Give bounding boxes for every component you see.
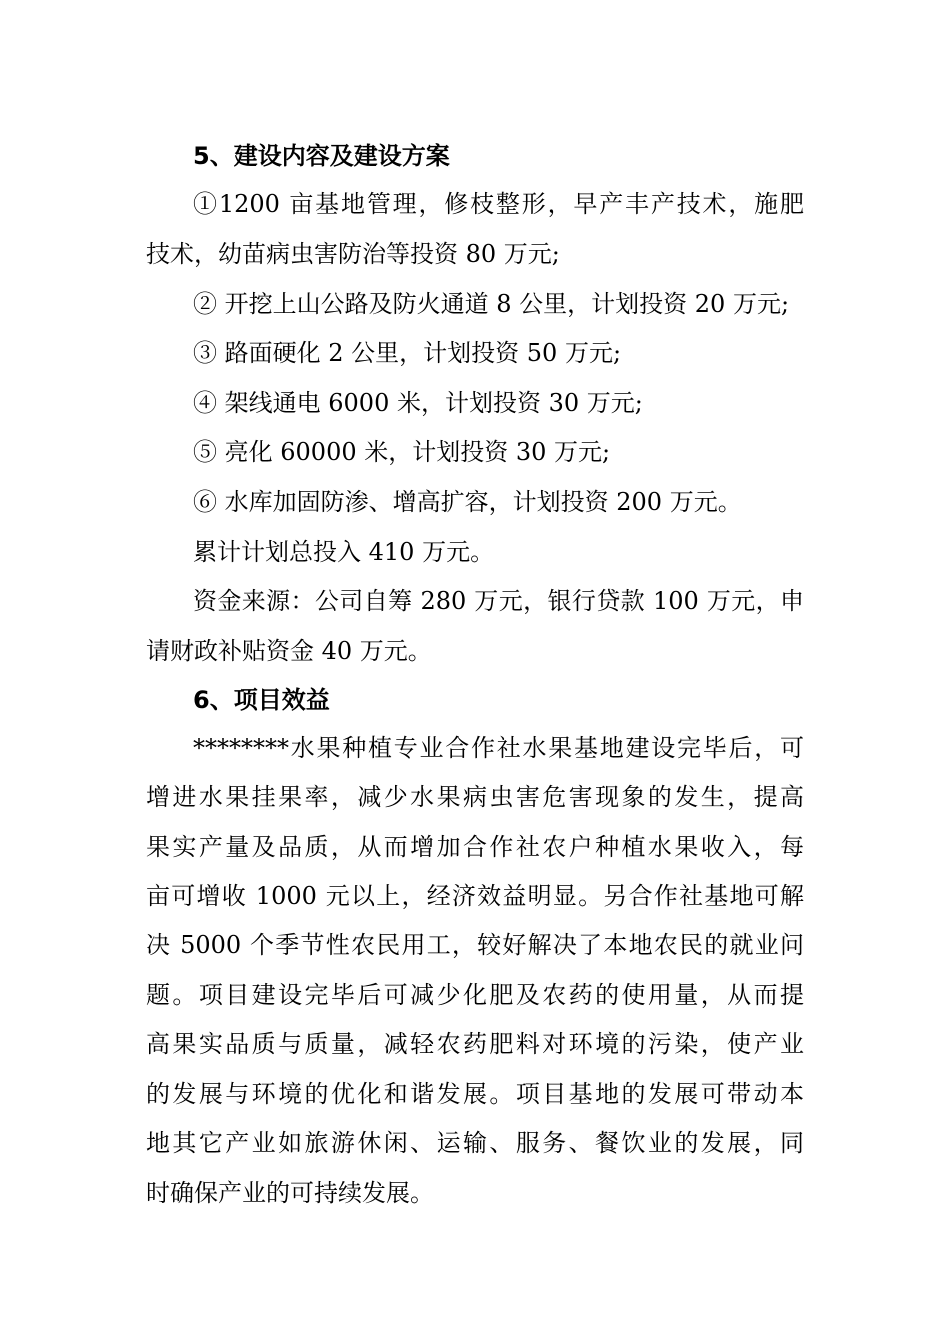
item-5: ⑤ 亮化 60000 米，计划投资 30 万元; [193, 438, 611, 466]
item-2: ② 开挖上山公路及防火通道 8 公里，计划投资 20 万元; [193, 290, 790, 318]
total-investment: 累计计划总投入 410 万元。 [193, 538, 495, 566]
benefit-line: 果实产量及品质，从而增加合作社农户种植水果收入，每 [146, 833, 804, 861]
section-5-heading: 5、建设内容及建设方案 [193, 142, 450, 170]
benefit-line: ********水果种植专业合作社水果基地建设完毕后，可 [193, 734, 804, 762]
benefit-line: 的发展与环境的优化和谐发展。项目基地的发展可带动本 [146, 1080, 804, 1108]
benefit-line: 亩可增收 1000 元以上，经济效益明显。另合作社基地可解 [146, 882, 804, 910]
funding-line-1: 资金来源：公司自筹 280 万元，银行贷款 100 万元，申 [193, 587, 804, 615]
benefit-line: 增进水果挂果率，减少水果病虫害危害现象的发生，提高 [146, 783, 804, 811]
benefit-line: 题。项目建设完毕后可减少化肥及农药的使用量，从而提 [146, 981, 804, 1009]
benefit-line: 地其它产业如旅游休闲、运输、服务、餐饮业的发展，同 [146, 1129, 804, 1157]
item-3: ③ 路面硬化 2 公里，计划投资 50 万元; [193, 339, 622, 367]
benefit-line: 决 5000 个季节性农民用工，较好解决了本地农民的就业问 [146, 931, 804, 959]
benefit-line: 高果实品质与质量，减轻农药肥料对环境的污染，使产业 [146, 1030, 804, 1058]
item-1-line-2: 技术，幼苗病虫害防治等投资 80 万元; [146, 240, 560, 268]
item-4: ④ 架线通电 6000 米，计划投资 30 万元; [193, 389, 643, 417]
funding-line-2: 请财政补贴资金 40 万元。 [146, 637, 432, 665]
benefit-line-last: 时确保产业的可持续发展。 [146, 1179, 434, 1207]
section-6-heading: 6、项目效益 [193, 686, 330, 714]
item-1-line-1: ①1200 亩基地管理，修枝整形，早产丰产技术，施肥 [193, 190, 804, 218]
item-6: ⑥ 水库加固防渗、增高扩容，计划投资 200 万元。 [193, 488, 742, 516]
